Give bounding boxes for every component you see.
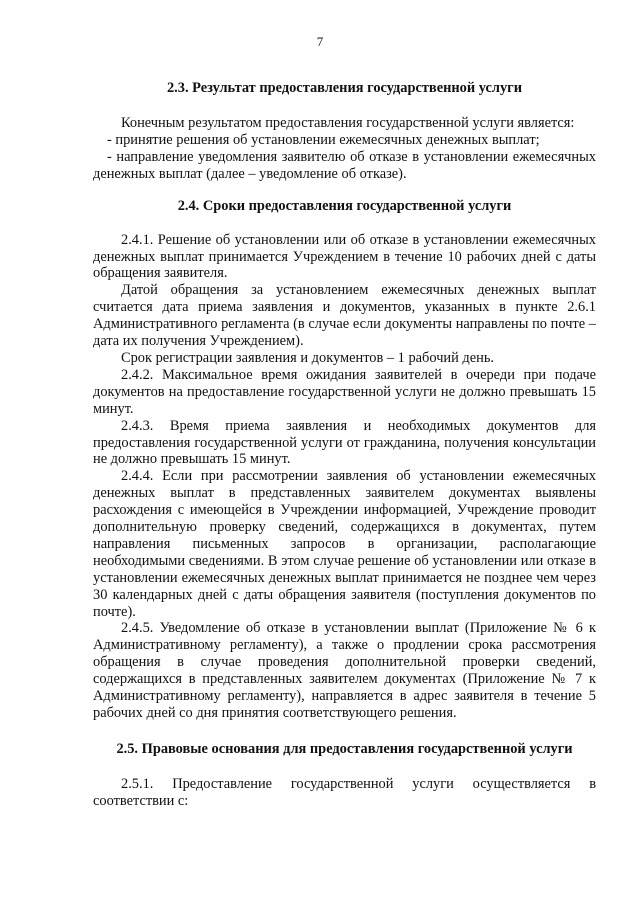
section-heading-2-3: 2.3. Результат предоставления государственной услуги bbox=[166, 80, 522, 96]
page-number: 7 bbox=[316, 34, 324, 49]
paragraph: Конечным результатом предоставления государственной услуги является: bbox=[121, 115, 575, 131]
paragraph: Срок регистрации заявления и документов – 1 рабочий день. bbox=[121, 349, 494, 366]
list-item: - принятие решения об установлении ежемесячных денежных выплат; bbox=[107, 131, 540, 148]
section-heading-2-5: 2.5. Правовые основания для предоставления государственной услуги bbox=[116, 740, 573, 757]
paragraph: 2.4.3. Время приема заявления и необходимых документов для предоставления государственной услуги от гражданина, получения консультации не должно превышать 15 минут. bbox=[93, 417, 596, 468]
paragraph: 2.5.1. Предоставление государственной услуги осуществляется в соответствии с: bbox=[93, 775, 596, 809]
section-heading-2-4: 2.4. Сроки предоставления государственной услуги bbox=[177, 197, 512, 214]
document-body bbox=[93, 80, 596, 810]
paragraph: 2.4.5. Уведомление об отказе в установлении выплат (Приложение № 6 к Административному регламенту), а также о продлении срока рассмотрения обращения в случае проведения дополнительной проверки сведений, содержащихся в представленных заявителем документах (Приложение № 7 к Административному регламенту), направляется в адрес заявителя в течение 5 рабочих дней со дня принятия соответствующего решения. bbox=[93, 620, 596, 721]
paragraph: 2.4.2. Максимальное время ожидания заявителей в очереди при подаче документов на предоставление государственной услуги не должно превышать 15 минут. bbox=[93, 366, 596, 417]
paragraph: 2.4.4. Если при рассмотрении заявления об установлении ежемесячных денежных выплат в представленных заявителем документах выявлены расхождения с имеющейся в Учреждении информацией, Учреждение проводит дополнительную проверку сведений, содержащихся в документах, путем направления письменных запросов в организации, располагающие необходимыми сведениями. В этом случае решение об установлении или отказе в установлении ежемесячных денежных выплат принимается не позднее чем через 30 календарных дней с даты обращения заявителя (поступления документов по почте). bbox=[93, 468, 596, 620]
paragraph: 2.4.1. Решение об установлении или об отказе в установлении ежемесячных денежных выплат принимается Учреждением в течение 10 рабочих дней с даты обращения заявителя. bbox=[93, 231, 596, 282]
list-item: - направление уведомления заявителю об отказе в установлении ежемесячных денежных выплат (далее – уведомление об отказе). bbox=[93, 148, 596, 182]
paragraph: Датой обращения за установлением ежемесячных денежных выплат считается дата приема заявления и документов, указанных в пункте 2.6.1 Административного регламента (в случае если документы направлены по почте – дата их получения Учреждением). bbox=[93, 282, 596, 350]
